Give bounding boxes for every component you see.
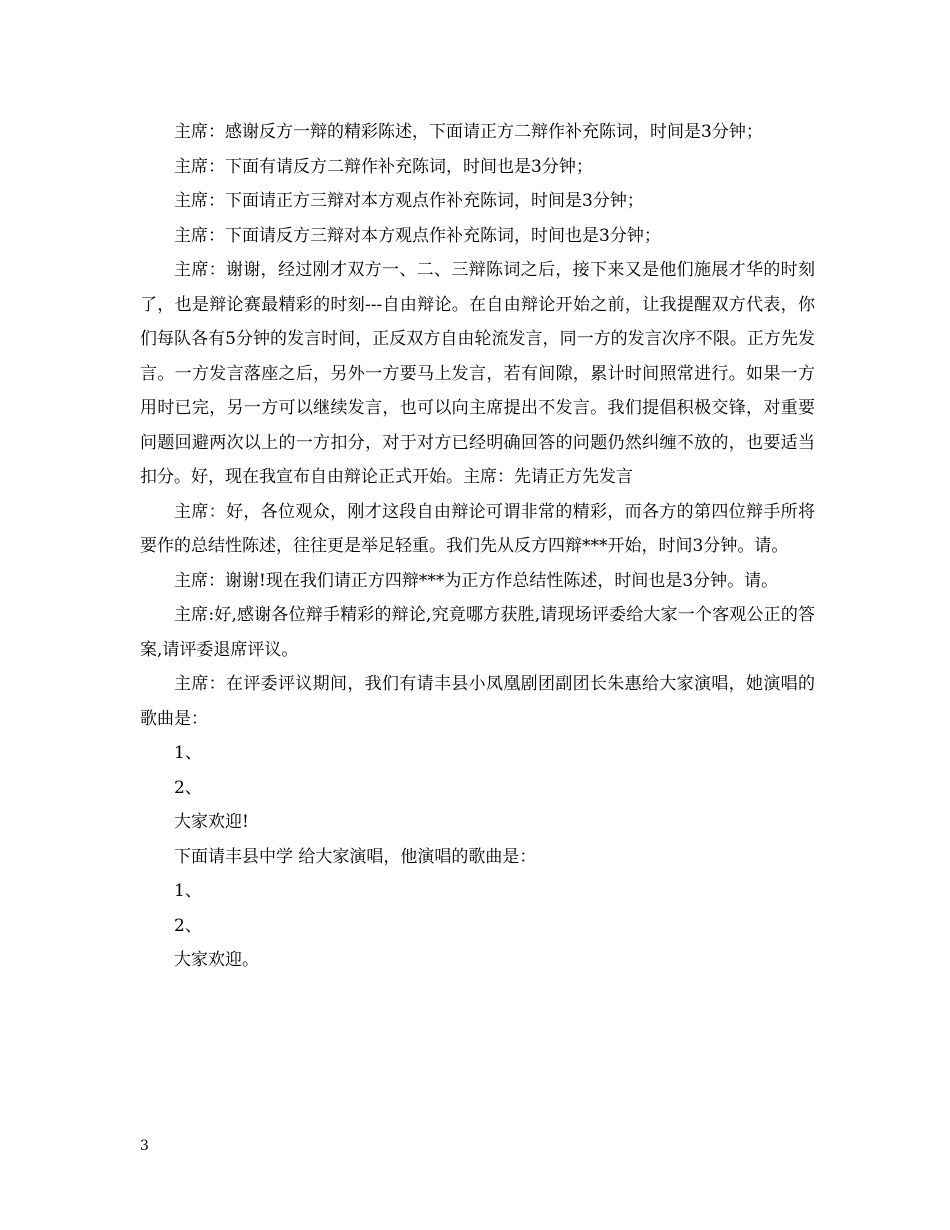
song-item-3: 1、 [174,881,202,901]
paragraph-free-debate: 主席：谢谢，经过刚才双方一、二、三辩陈词之后，接下来又是他们施展才华的时刻了，也是辩论赛最精彩的时刻---自由辩论。在自由辩论开始之前，让我提醒双方代表，你们每队各有5分钟的发言时间，正反双方自由轮流发言，同一方的发言次序不限。正方先发言。一方发言落座之后，另外一方要马上发言，若有间隙，累计时间照常进行。如果一方用时已完，另一方可以继续发言，也可以向主席提出不发言。我们提倡积极交锋，对重要问题回避两次以上的一方扣分，对于对方已经明确回答的问题仍然纠缠不放的，也要适当扣分。好，现在我宣布自由辩论正式开始。主席：先请正方先发言 [140,260,815,487]
paragraph-judges: 主席:好,感谢各位辩手精彩的辩论,究竟哪方获胜,请现场评委给大家一个客观公正的答案,请评委退席评议。 [140,605,815,660]
next-performance-line: 下面请丰县中学 给大家演唱，他演唱的歌曲是： [174,846,537,867]
page-number: 3 [140,1138,149,1154]
song-item-2: 2、 [174,777,202,798]
document-body [140,115,815,978]
paragraph-summary-pro: 主席：谢谢!现在我们请正方四辩***为正方作总结性陈述，时间也是3分钟。请。 [174,570,779,591]
welcome-line-2: 大家欢迎。 [174,950,259,970]
paragraph-performance: 主席：在评委评议期间，我们有请丰县小凤凰剧团副团长朱惠给大家演唱，她演唱的歌曲是： [140,674,815,729]
paragraph-chair-4: 主席：下面请反方三辩对本方观点作补充陈词，时间也是3分钟； [174,225,661,246]
paragraph-chair-1: 主席：感谢反方一辩的精彩陈述，下面请正方二辩作补充陈词，时间是3分钟； [174,122,763,142]
song-item-1: 1、 [174,743,202,763]
welcome-line: 大家欢迎! [174,812,249,832]
paragraph-summary-con: 主席：好，各位观众，刚才这段自由辩论可谓非常的精彩，而各方的第四位辩手所将要作的总结性陈述，往往更是举足轻重。我们先从反方四辩***开始，时间3分钟。请。 [140,501,815,556]
song-item-4: 2、 [174,915,202,936]
paragraph-chair-3: 主席：下面请正方三辩对本方观点作补充陈词，时间是3分钟； [174,191,644,211]
paragraph-chair-2: 主席：下面有请反方二辩作补充陈词，时间也是3分钟； [174,156,593,177]
